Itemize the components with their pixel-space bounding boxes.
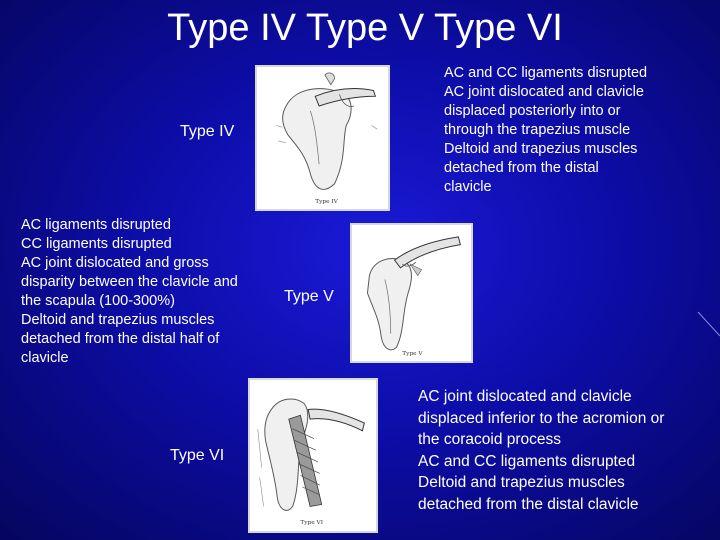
type4-label: Type IV [180, 123, 235, 140]
description-line: Deltoid and trapezius muscles [418, 474, 625, 491]
description-line: detached from the distal [444, 160, 599, 176]
type6-label: Type VI [170, 447, 225, 464]
shoulder-xray-illustration [257, 67, 388, 209]
description-line: CC ligaments disrupted [21, 236, 172, 252]
description-line: AC ligaments disrupted [21, 217, 171, 233]
description-line: AC and CC ligaments disrupted [444, 65, 648, 81]
description-line: Deltoid and trapezius muscles [444, 141, 638, 157]
description-line: Deltoid and trapezius muscles [21, 312, 215, 328]
description-line: the scapula (100-300%) [21, 293, 175, 309]
type6-xray-image [248, 378, 378, 533]
description-line: the coracoid process [418, 431, 562, 448]
type5-xray-image [350, 223, 473, 363]
type4-description [21, 216, 238, 368]
decorative-line [696, 308, 720, 338]
description-line: AC joint dislocated and clavicle [418, 388, 632, 405]
description-line: AC joint dislocated and gross [21, 255, 209, 271]
type4-image-caption: Type IV [315, 199, 338, 206]
description-line: detached from the distal half of [21, 331, 220, 347]
type5-label: Type V [284, 288, 334, 305]
type4-xray-image [255, 65, 390, 211]
description-line: disparity between the clavicle and [21, 274, 238, 290]
slide-title: Type IV Type V Type VI [167, 7, 563, 49]
description-line: clavicle [444, 179, 492, 195]
description-line: through the trapezius muscle [444, 122, 631, 138]
shoulder-xray-illustration [250, 380, 376, 531]
description-line: clavicle [21, 350, 69, 366]
description-line: detached from the distal clavicle [418, 495, 639, 513]
description-line: AC joint dislocated and clavicle [444, 84, 644, 100]
description-line: AC and CC ligaments disrupted [418, 452, 636, 470]
shoulder-xray-illustration [352, 225, 471, 361]
type5-description [444, 64, 647, 197]
description-line: displaced posteriorly into or [444, 103, 621, 119]
type5-image-caption: Type V [402, 350, 423, 357]
type6-image-caption: Type VI [300, 519, 324, 526]
type6-description [418, 386, 664, 515]
description-line: displaced inferior to the acromion or [418, 409, 665, 427]
